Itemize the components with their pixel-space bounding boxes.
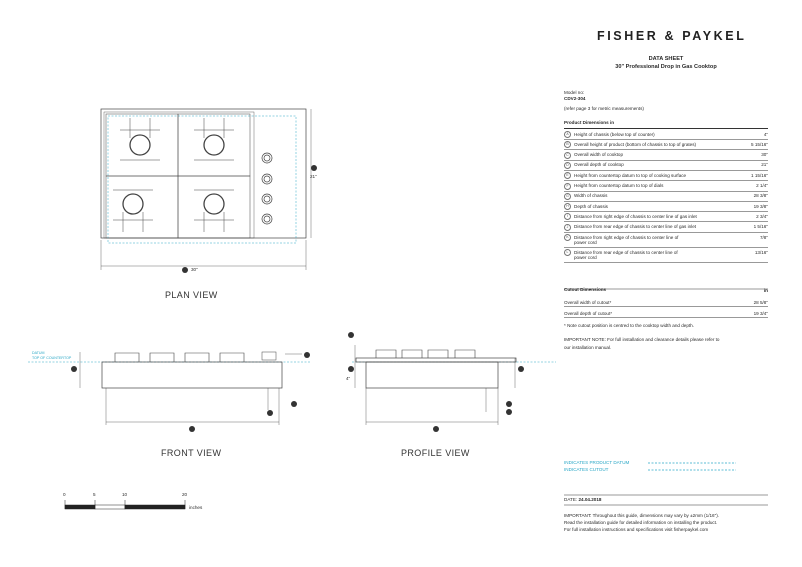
dimension-value: 4" [763, 131, 768, 137]
datum-label [32, 351, 71, 360]
plan-depth-dim: 21" [310, 174, 317, 179]
dimension-label-line: Height of chassis (below top of counter) [574, 131, 655, 137]
dimension-letter: J [564, 224, 571, 231]
plan-outline [101, 109, 306, 238]
important-note-line2: our installation manual. [564, 345, 612, 350]
dimension-label [574, 162, 624, 167]
cutout-row-value: 19 3/4" [753, 310, 768, 316]
dimension-letter: L [564, 249, 571, 256]
date [564, 497, 601, 503]
dimension-label [574, 173, 686, 178]
cutout-header [564, 287, 768, 295]
dimension-value: 5 15/16" [751, 141, 768, 147]
dimension-letter: G [564, 193, 571, 200]
dimension-row [564, 247, 768, 263]
scale-tick-label: 10 [122, 492, 128, 497]
front-view-drawing [28, 352, 310, 432]
front-chassis-dim: 4" [346, 376, 351, 381]
dimension-label-line: Overall height of product (bottom of chassis to top of grates) [574, 141, 697, 147]
dimension-value: 28 3/8" [753, 193, 768, 199]
date-value: 24.04.2018 [578, 497, 602, 502]
dimension-label [574, 235, 678, 245]
dimension-value: 2 3/4" [756, 213, 768, 219]
model-label: Model no: [564, 90, 585, 95]
dimension-letter: K [564, 234, 571, 241]
plan-view-drawing [101, 109, 317, 273]
cutout-row-value: 28 5/8" [753, 299, 768, 305]
dimension-letter: E [564, 172, 571, 179]
important-note-line1: IMPORTANT NOTE: For full installation and clearance details please refer to [564, 337, 720, 342]
cutout-row-label: Overall width of cutout* [564, 299, 612, 305]
dimension-label [574, 204, 608, 209]
dimension-letter: F [564, 183, 571, 190]
dimension-value: 7/8" [759, 234, 768, 240]
cutout-row-label: Overall depth of cutout* [564, 310, 613, 316]
dimension-label-line: Distance from right edge of chassis to center line of [574, 234, 679, 240]
dimension-value: 2 1/4" [756, 183, 768, 188]
brand-logo: FISHER & PAYKEL [597, 29, 747, 43]
doc-title: DATA SHEET [648, 56, 684, 62]
profile-view-label: PROFILE VIEW [401, 448, 470, 458]
dimension-value: 13/16" [754, 249, 768, 255]
plan-view-label: PLAN VIEW [165, 290, 218, 300]
dimension-label-line: Width of chassis [574, 193, 608, 199]
datum-title: DATUM [32, 351, 45, 355]
dimension-value: 1 5/16" [753, 224, 768, 230]
doc-title-block [566, 55, 766, 71]
dimension-letter: D [564, 162, 571, 169]
dimension-label-line: Height from countertop datum to top of dials [574, 183, 664, 188]
footer-line3: For full installation instructions and specifications visit fisherpaykel.com [564, 527, 709, 532]
dimension-value: 21" [761, 162, 768, 168]
dimension-label [574, 132, 655, 137]
dimension-label-line: Distance from rear edge of chassis to center line of gas inlet [574, 224, 697, 230]
dimension-label [574, 214, 697, 219]
cutout-title: Cutout Dimensions [564, 287, 607, 292]
dimension-letter: C [564, 152, 571, 159]
scale-bar [65, 500, 185, 509]
cutout-row [564, 308, 768, 318]
dimension-label-line: Overall depth of cooktop [574, 162, 624, 168]
dimension-value: 19 3/8" [753, 203, 768, 209]
cutout-note: * Note cutout position is centred to the cooktop width and depth. [564, 323, 694, 328]
cutout-row [564, 297, 768, 307]
legend-cutout-label: INDICATES CUTOUT [564, 467, 609, 472]
dimension-label-line: Distance from right edge of chassis to center line of gas inlet [574, 213, 697, 219]
footer-line2: Read the installation guide for detailed information on installing the product. [564, 520, 718, 525]
dimension-value: 30" [761, 152, 768, 158]
dimension-label-line: power cord [574, 239, 597, 245]
model-number: CDV2-304 [564, 96, 586, 101]
dimension-label-line: power cord [574, 254, 597, 260]
dimension-letter: I [564, 213, 571, 220]
dimension-label [574, 183, 663, 188]
dimension-letter: B [564, 141, 571, 148]
front-view-label: FRONT VIEW [161, 448, 222, 458]
dimension-label [574, 193, 607, 198]
product-dimensions-header [564, 120, 768, 129]
date-label: DATE: [564, 497, 578, 502]
dimension-row [564, 232, 768, 248]
scale-tick-label: 0 [63, 492, 66, 497]
footer-line1: IMPORTANT: Throughout this guide, dimensions may vary by ±2mm (1/16"). [564, 513, 720, 518]
dimension-letter: H [564, 203, 571, 210]
dimension-letter: A [564, 131, 571, 138]
dimension-label [574, 224, 696, 229]
dimension-label-line: Distance from rear edge of chassis to center line of [574, 249, 678, 255]
dimension-label [574, 152, 623, 157]
dimension-label-line: Overall width of cooktop [574, 152, 624, 158]
doc-subtitle: 30" Professional Drop in Gas Cooktop [615, 64, 717, 70]
plan-width-dim: 30" [191, 267, 198, 272]
dimension-value: 1 15/16" [751, 172, 768, 178]
scale-unit: inches [189, 505, 203, 510]
metric-note: (refer page 3 for metric measurements) [564, 106, 644, 111]
legend-datum-label: INDICATES PRODUCT DATUM [564, 460, 630, 465]
dimension-label [574, 250, 678, 260]
profile-view-drawing [348, 332, 556, 432]
scale-tick-label: 20 [182, 492, 188, 497]
datum-subtitle: TOP OF COUNTERTOP [32, 355, 72, 360]
dimension-label [574, 142, 696, 147]
cutout-unit: in [763, 288, 768, 293]
scale-tick-label: 5 [93, 492, 96, 497]
dimension-label-line: Height from countertop datum to top of cooking surface [574, 172, 687, 178]
product-dimensions-title: Product Dimensions in [564, 120, 615, 125]
dimension-label-line: Depth of chassis [574, 203, 608, 209]
